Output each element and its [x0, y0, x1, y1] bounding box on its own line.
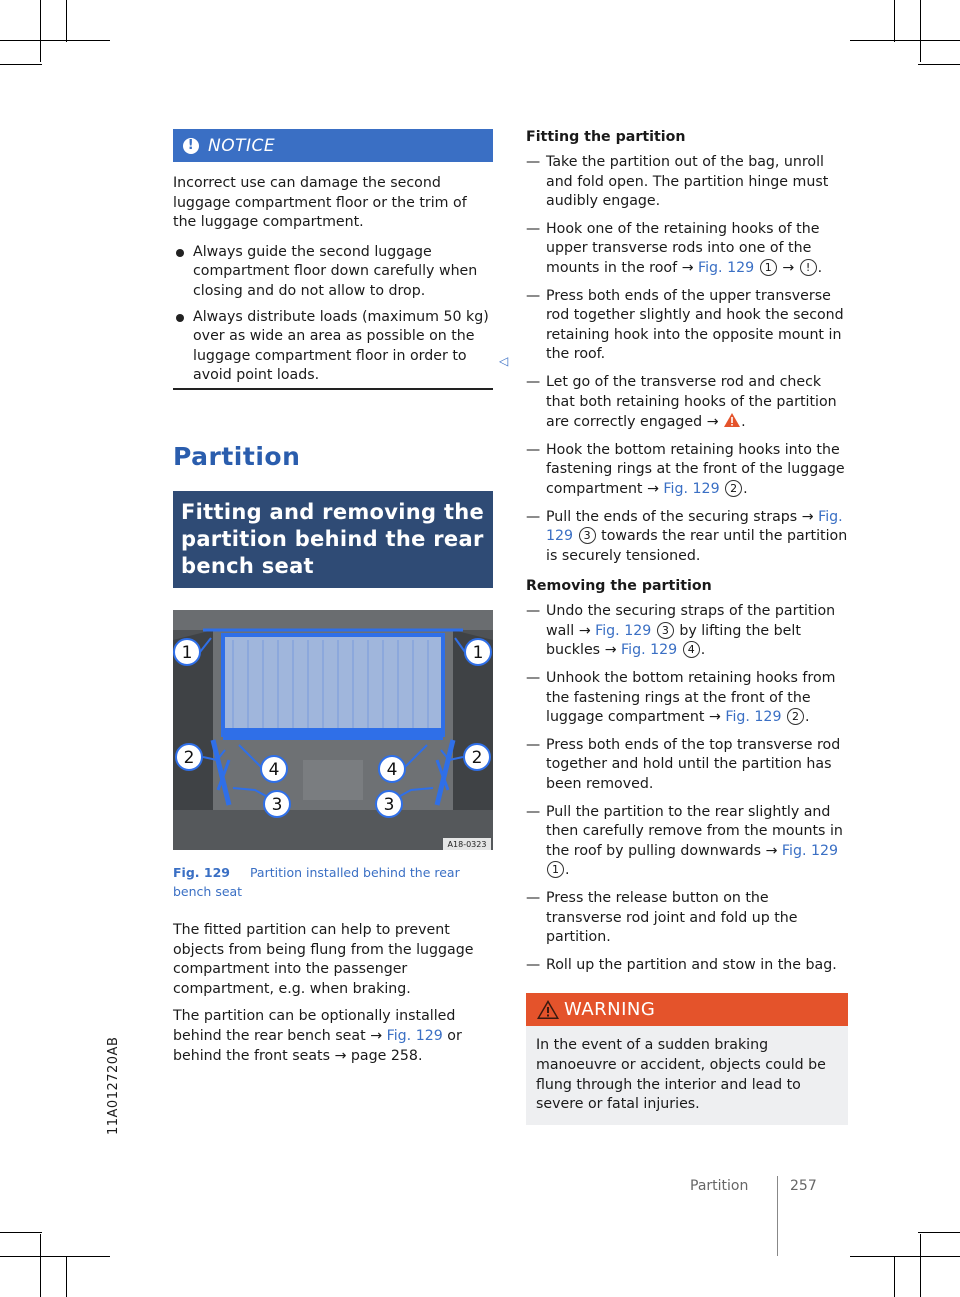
- image-code: A18-0323: [447, 839, 487, 849]
- removing-step: — Pull the partition to the rear slightly and then carefully remove from the mounts in the roof by pulling downwards → Fig. 129 1 .: [526, 803, 843, 879]
- callout-3-left: 3: [271, 794, 283, 815]
- fitting-step: — Let go of the transverse rod and check that both retaining hooks of the partition are correctly engaged → .: [526, 373, 837, 431]
- paragraph: The fitted partition can help to prevent objects from being flung from the luggage compartment into the passenger compartment, e.g. when braking.: [173, 921, 474, 997]
- fitting-step: — Hook one of the retaining hooks of the upper transverse rods into one of the mounts in the roof → Fig. 129 1 → ! .: [526, 220, 823, 276]
- crop-mark: [850, 1256, 960, 1257]
- callout-number: 4: [683, 641, 700, 658]
- crop-mark: [0, 40, 110, 41]
- crop-mark: [918, 1232, 960, 1233]
- callout-number: 3: [657, 622, 674, 639]
- warning-header: [526, 993, 848, 1026]
- callout-4-left: 4: [268, 759, 280, 780]
- side-code: 11A012720AB: [106, 1036, 121, 1135]
- crop-mark: [920, 1234, 921, 1297]
- removing-step: — Press the release button on the transverse rod joint and fold up the partition.: [526, 890, 798, 946]
- figure-link[interactable]: Fig. 129: [595, 622, 652, 639]
- fitting-heading: Fitting the partition: [526, 129, 686, 145]
- crop-mark: [0, 1232, 42, 1233]
- callout-1-right: 1: [472, 642, 484, 663]
- crop-mark: [894, 1256, 895, 1297]
- notice-title: NOTICE: [208, 135, 276, 156]
- callout-3-right: 3: [383, 794, 395, 815]
- callout-2-left: 2: [183, 747, 195, 768]
- crop-mark: [40, 1234, 41, 1297]
- warning-icon: [723, 412, 741, 428]
- figure-caption: [173, 863, 493, 901]
- warning-title: WARNING: [564, 999, 656, 1021]
- fitting-step: — Take the partition out of the bag, unroll and fold open. The partition hinge must audibly engage.: [526, 154, 829, 210]
- subsection-title: Fitting and removing the partition behind the rear bench seat: [173, 491, 493, 588]
- crop-mark: [894, 0, 895, 42]
- callout-4-right: 4: [386, 759, 398, 780]
- crop-mark: [0, 64, 42, 65]
- bullet-icon: [176, 314, 184, 322]
- figure-caption-text: Partition installed behind the rear bench seat: [173, 864, 460, 899]
- crop-mark: [66, 1256, 67, 1297]
- fitting-step: — Pull the ends of the securing straps → Fig. 129 3 towards the rear until the partition is securely tensioned.: [526, 508, 848, 564]
- callout-number: 1: [760, 259, 777, 276]
- crop-mark: [850, 40, 960, 41]
- notice-item: Always guide the second luggage compartment floor down carefully when closing and do not allow to drop.: [173, 243, 493, 302]
- warning-icon: [536, 999, 560, 1020]
- notice-item: Always distribute loads (maximum 50 kg) over as wide an area as possible on the luggage compartment floor in order to avoid point loads.: [173, 308, 493, 386]
- paragraph: The partition can be optionally installed behind the rear bench seat → Fig. 129 or behind the front seats → page 258.: [173, 1008, 462, 1064]
- fitting-step: — Press both ends of the upper transverse rod together slightly and hook the second retaining hook into the opposite mount in the roof.: [526, 287, 844, 363]
- figure-link[interactable]: Fig. 129: [663, 480, 720, 497]
- figure-label: Fig. 129: [173, 864, 230, 880]
- figure-link[interactable]: Fig. 129: [697, 259, 755, 276]
- removing-step: — Press both ends of the top transverse rod together and hold until the partition has been removed.: [526, 736, 841, 793]
- notice-rule: [173, 388, 493, 390]
- partition-illustration: [173, 610, 493, 850]
- warning-box: [526, 993, 848, 1124]
- crop-mark: [0, 1256, 110, 1257]
- callout-1-left: 1: [181, 642, 193, 663]
- removing-step: — Undo the securing straps of the partition wall → Fig. 129 3 by lifting the belt buckles → Fig. 129 4 .: [526, 603, 836, 659]
- bullet-icon: [176, 249, 184, 257]
- notice-box: [173, 129, 493, 390]
- fitting-step: — Hook the bottom retaining hooks into the fastening rings at the front of the luggage compartment → Fig. 129 2 .: [526, 441, 845, 497]
- crop-mark: [920, 0, 921, 62]
- info-icon: !: [183, 138, 199, 154]
- figure-link[interactable]: Fig. 129: [386, 1027, 443, 1044]
- removing-heading: Removing the partition: [526, 578, 712, 595]
- callout-number: 2: [725, 480, 742, 497]
- callout-number: 1: [547, 861, 564, 878]
- callout-number: 2: [787, 708, 804, 725]
- figure-link[interactable]: Fig. 129: [725, 709, 782, 726]
- warning-text: In the event of a sudden braking manoeuvre or accident, objects could be flung through the interior and lead to severe or fatal injuries.: [526, 1026, 848, 1124]
- figure-image: [173, 610, 493, 850]
- crop-mark: [918, 64, 960, 65]
- notice-header: [173, 129, 493, 162]
- end-marker-icon: ◁: [499, 354, 509, 368]
- page-number: 257: [790, 1178, 817, 1194]
- page-link[interactable]: page 258.: [350, 1047, 423, 1064]
- notice-intro: Incorrect use can damage the second luggage compartment floor or the trim of the luggage compartment.: [173, 175, 467, 231]
- crop-mark: [66, 0, 67, 42]
- removing-step: — Roll up the partition and stow in the bag.: [526, 956, 837, 973]
- footer-divider: [777, 1176, 778, 1256]
- section-title: Partition: [173, 441, 301, 471]
- callout-2-right: 2: [471, 747, 483, 768]
- right-column: [526, 129, 848, 1125]
- figure-link[interactable]: Fig. 129: [546, 508, 843, 545]
- footer-section: Partition: [690, 1178, 749, 1194]
- notice-icon: !: [800, 259, 817, 276]
- crop-mark: [40, 0, 41, 62]
- left-column: [173, 129, 509, 1066]
- figure-link[interactable]: Fig. 129: [621, 642, 678, 659]
- callout-number: 3: [579, 527, 596, 544]
- figure-link[interactable]: Fig. 129: [781, 842, 839, 859]
- removing-step: — Unhook the bottom retaining hooks from the fastening rings at the front of the luggage compartment → Fig. 129 2 .: [526, 670, 836, 726]
